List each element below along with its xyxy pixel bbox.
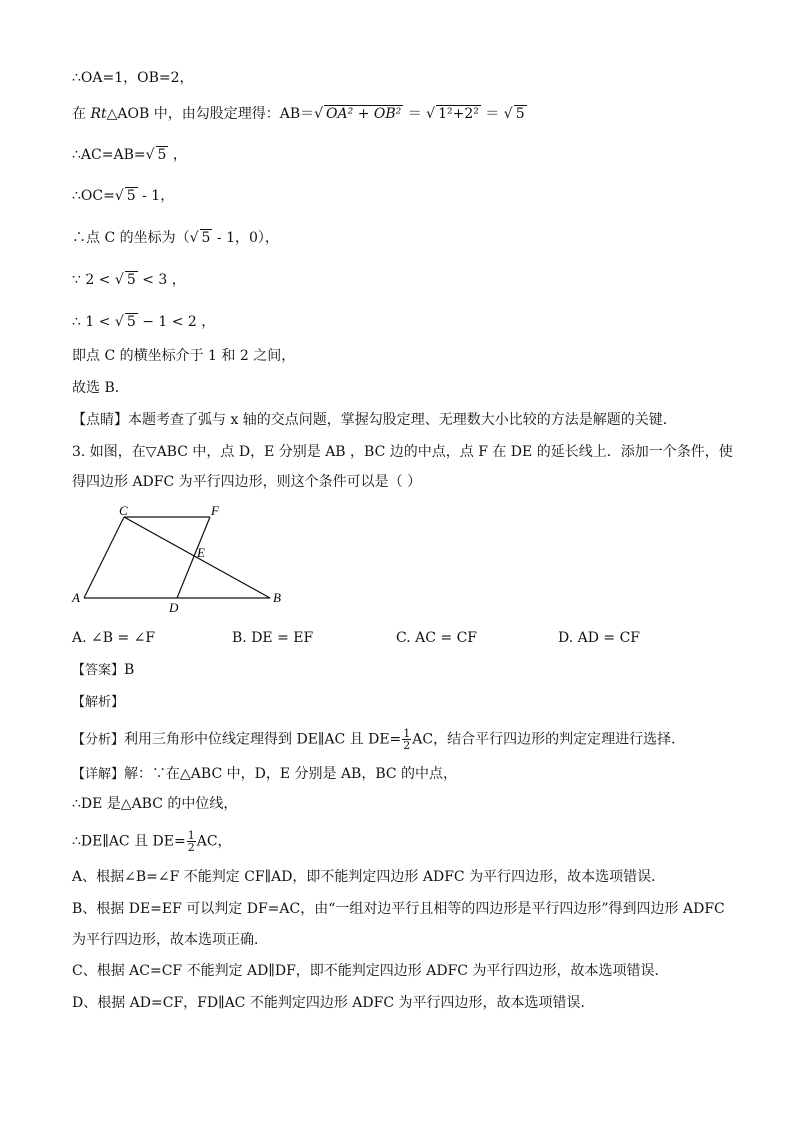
label-e: E — [197, 545, 205, 560]
option-c: C. AC = CF — [396, 630, 477, 646]
option-d-explanation: D、根据 AD=CF，FD∥AC 不能判定四边形 ADFC 为平行四边形，故本选项错误． — [72, 995, 595, 1011]
label-c: C — [119, 503, 128, 518]
option-c-explanation: C、根据 AC=CF 不能判定 AD∥DF，即不能判定四边形 ADFC 为平行四边形，故本选项错误． — [72, 963, 669, 979]
analysis-tag: 【解析】 — [72, 695, 125, 710]
question-3-line-2: 得四边形 ADFC 为平行四边形，则这个条件可以是（ ） — [72, 474, 422, 490]
fraction-half: $\frac{1}{2}$ — [403, 727, 411, 752]
fraction-half-2: $\frac{1}{2}$ — [187, 829, 195, 854]
answer-line — [72, 660, 134, 681]
question-3-line-1: 3. 如图，在▽ABC 中，点 D，E 分别是 AB ，BC 边的中点，点 F 在 DE 的延长线上．添加一个条件，使 — [72, 444, 733, 460]
fenxi-line: 【分析】利用三角形中位线定理得到 DE∥AC 且 DE= $\frac{1}{2}$ AC，结合平行四边形的判定定理进行选择． — [72, 727, 686, 752]
option-a: A. ∠B = ∠F — [72, 630, 156, 646]
parallelogram-figure — [64, 502, 294, 614]
line-pythagoras: 在 Rt△AOB 中，由勾股定理得：AB＝√ OA² + OB² ＝ √ 1²+2² ＝ √ 5 — [72, 106, 525, 122]
line-conclusion: 即点 C 的横坐标介于 1 和 2 之间， — [72, 348, 296, 364]
label-f: F — [211, 503, 219, 518]
label-a: A — [72, 590, 80, 605]
answer-value: B — [124, 662, 135, 678]
label-b: B — [273, 590, 281, 605]
option-b: B. DE = EF — [232, 630, 314, 646]
line-oa-ob: ∴OA=1，OB=2， — [72, 70, 194, 86]
line-ineq-2: ∴ 1 < √ 5 − 1 < 2 ， — [72, 314, 216, 330]
line-ac-ab: ∴AC=AB=√ 5 ， — [72, 147, 187, 163]
answer-tag: 【答案】 — [72, 663, 125, 678]
xiangjie-line-2: ∴DE 是△ABC 的中位线， — [72, 796, 238, 812]
segment-ac — [84, 517, 124, 598]
line-point-c: ∴点 C 的坐标为（√ 5 - 1，0）， — [72, 230, 279, 246]
xiangjie-line-3: ∴DE∥AC 且 DE= $\frac{1}{2}$ AC， — [72, 829, 232, 854]
line-ineq-1: ∵ 2 < √ 5 < 3 ， — [72, 272, 186, 288]
segment-df — [177, 517, 210, 598]
line-dianjing: 【点睛】本题考查了弧与 x 轴的交点问题，掌握勾股定理、无理数大小比较的方法是解题的关键． — [72, 412, 677, 428]
option-b-explanation-1: B、根据 DE=EF 可以判定 DF=AC，由“一组对边平行且相等的四边形是平行四边形”得到四边形 ADFC — [72, 901, 725, 917]
line-oc: ∴OC=√ 5 - 1， — [72, 188, 175, 204]
option-b-explanation-2: 为平行四边形，故本选项正确． — [72, 932, 268, 948]
line-choose-b: 故选 B． — [72, 380, 129, 396]
xiangjie-line-1: 【详解】解：∵在△ABC 中，D，E 分别是 AB，BC 的中点， — [72, 766, 458, 782]
option-d: D. AD = CF — [558, 630, 641, 646]
label-d: D — [169, 600, 179, 614]
option-a-explanation: A、根据∠B=∠F 不能判定 CF∥AD，即不能判定四边形 ADFC 为平行四边形，故本选项错误． — [72, 869, 666, 885]
